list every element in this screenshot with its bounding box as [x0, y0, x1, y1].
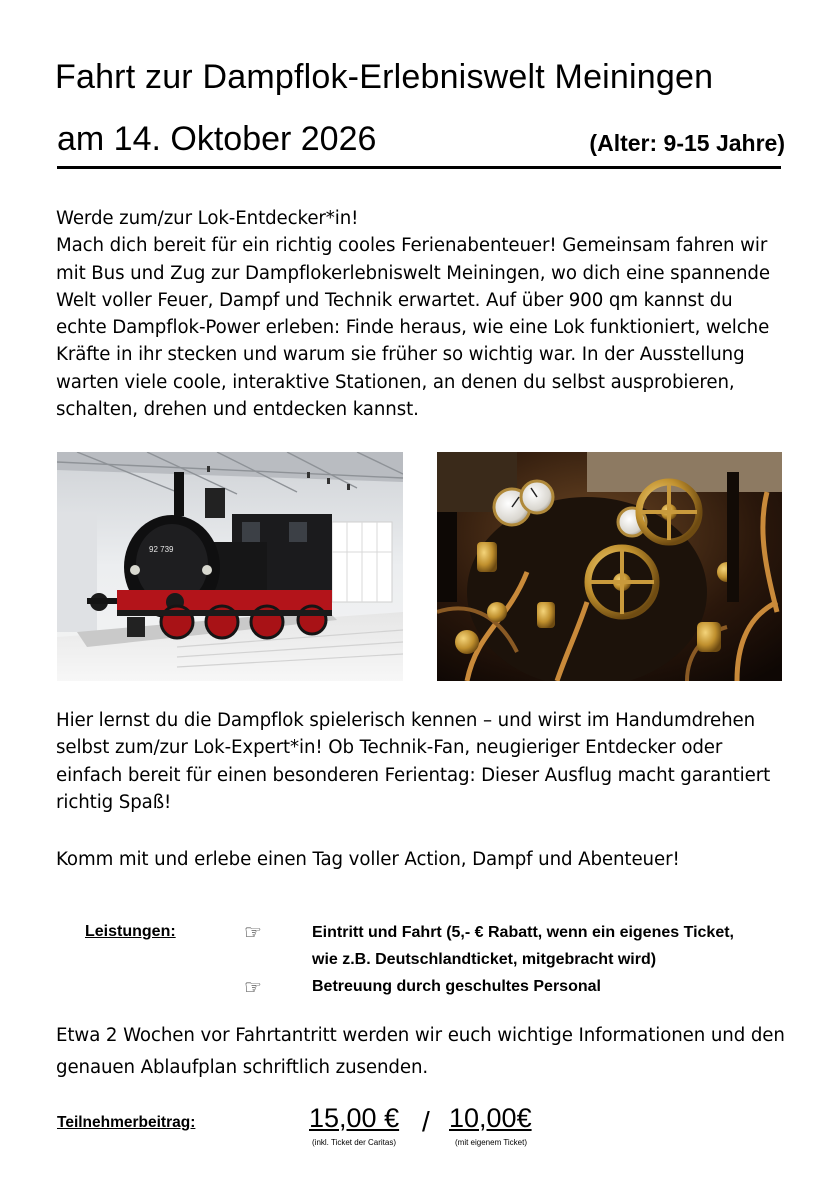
price-with-caritas-ticket: 15,00 €	[309, 1103, 400, 1133]
age-range: (Alter: 9-15 Jahre)	[589, 130, 785, 156]
intro-lead: Werde zum/zur Lok-Entdecker*in!	[56, 208, 359, 229]
service-item-1-line2: wie z.B. Deutschlandticket, mitgebracht wird)	[312, 951, 657, 968]
cab-controls-photo	[437, 452, 782, 681]
price-with-caritas-ticket-note: (inkl. Ticket der Caritas)	[312, 1138, 397, 1147]
intro-paragraph: Mach dich bereit für ein richtig cooles Ferienabenteuer! Gemeinsam fahren wir mit Bus und Zug zur Dampflokerlebniswelt Meiningen, wo dich eine spannende Welt voller Feuer, Dampf und Technik erwartet. Auf über 900 qm kannst du echte Dampflok-Power erleben: Finde heraus, wie eine Lok funktioniert, welche Kräfte in ihr stecken und warum sie früher so wichtig war. In der Ausstellung warten viele coole, interaktive Stationen, an denen du selbst ausprobieren, schalten, drehen und entdecken kannst.	[56, 235, 770, 421]
title-divider	[57, 166, 781, 169]
services-label: Leistungen:	[85, 923, 176, 940]
price-with-own-ticket: 10,00€	[449, 1103, 532, 1133]
intro-section	[56, 205, 788, 423]
service-item-1-line1: Eintritt und Fahrt (5,- € Rabatt, wenn ein eigenes Ticket,	[312, 924, 734, 941]
invitation-text: Komm mit und erlebe einen Tag voller Action, Dampf und Abenteuer!	[56, 849, 680, 870]
event-date: am 14. Oktober 2026	[57, 120, 377, 158]
pointing-hand-icon: ☞	[244, 977, 262, 999]
locomotive-number: 92 739	[149, 545, 174, 554]
info-text: Etwa 2 Wochen vor Fahrtantritt werden wir euch wichtige Informationen und den genauen Ablaufplan schriftlich zusenden.	[56, 1025, 785, 1078]
learning-section	[56, 707, 788, 816]
price-separator: /	[422, 1106, 430, 1137]
service-item-2-line1: Betreuung durch geschultes Personal	[312, 978, 601, 995]
learning-paragraph: Hier lernst du die Dampflok spielerisch kennen – und wirst im Handumdrehen selbst zum/zur Lok-Expert*in! Ob Technik-Fan, neugieriger Entdecker oder einfach bereit für einen besonderen Ferientag: Dieser Ausflug macht garantiert richtig Spaß!	[56, 710, 771, 813]
invitation-section	[56, 846, 788, 873]
locomotive-illustration	[57, 452, 403, 681]
info-section	[56, 1020, 788, 1084]
page-title: Fahrt zur Dampflok-Erlebniswelt Meiningen	[55, 58, 714, 96]
locomotive-photo	[57, 452, 403, 681]
pointing-hand-icon: ☞	[244, 922, 262, 944]
fee-label: Teilnehmerbeitrag:	[57, 1114, 196, 1131]
cab-controls-illustration	[437, 452, 782, 681]
price-with-own-ticket-note: (mit eigenem Ticket)	[455, 1138, 528, 1147]
